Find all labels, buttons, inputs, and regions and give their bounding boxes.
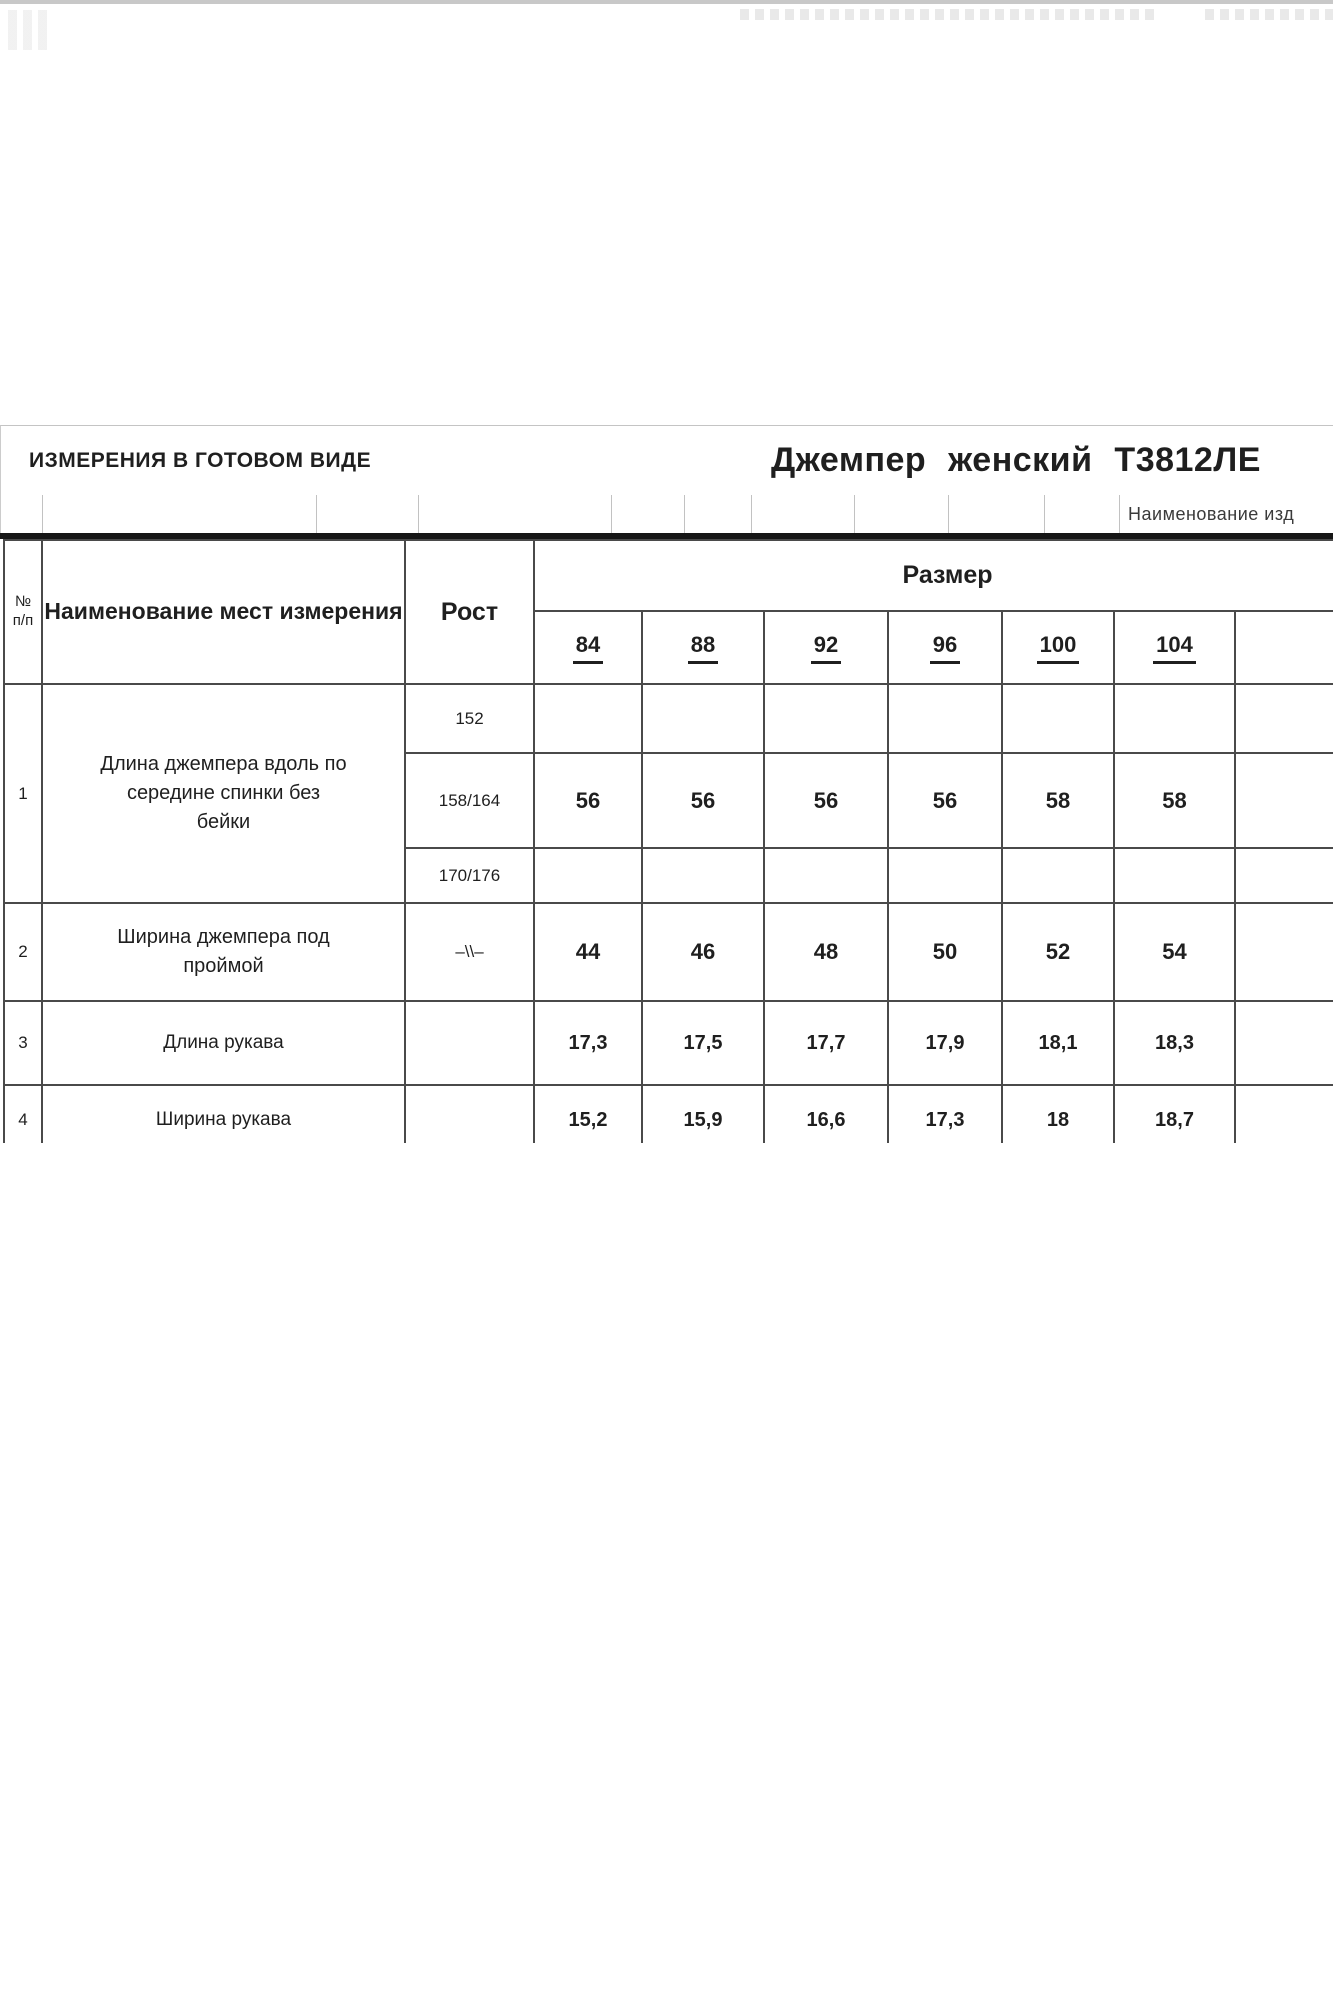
sub-header-strip	[0, 495, 1333, 533]
empty-cell	[764, 684, 888, 753]
num-header-line1: №	[14, 593, 32, 611]
product-title: Джемпер женский Т3812ЛЕ	[771, 441, 1261, 479]
value-cell: 48	[764, 903, 888, 1001]
value-cell: 46	[642, 903, 764, 1001]
scan-top-edge	[0, 0, 1333, 4]
measure-name: Длина джемпера вдоль по середине спинки без бейки	[42, 684, 405, 903]
ditto-mark: –\\–	[405, 903, 534, 1001]
scan-artifact	[8, 10, 50, 50]
empty-cell	[642, 848, 764, 903]
value-cell: 56	[534, 753, 642, 848]
empty-cell	[1114, 684, 1235, 753]
empty-cell	[1002, 848, 1114, 903]
value-cell: 18,3	[1114, 1001, 1235, 1085]
sheet-title: ИЗМЕРЕНИЯ В ГОТОВОМ ВИДЕ	[29, 448, 372, 472]
empty-cell	[405, 1085, 534, 1143]
size-header: 100	[1002, 611, 1114, 684]
empty-cell	[764, 848, 888, 903]
size-header: 104	[1114, 611, 1235, 684]
col-header-name: Наименование мест измерения	[42, 540, 405, 684]
value-cell: 56	[764, 753, 888, 848]
value-cell: 18,7	[1114, 1085, 1235, 1143]
value-cell: 58	[1114, 753, 1235, 848]
empty-cell	[1235, 1085, 1333, 1143]
empty-cell	[1235, 753, 1333, 848]
empty-cell	[534, 848, 642, 903]
value-cell: 58	[1002, 753, 1114, 848]
rost-variant: 170/176	[405, 848, 534, 903]
product-name-caption: Наименование изд	[1128, 503, 1295, 524]
size-header: 88	[642, 611, 764, 684]
measure-name: Ширина джемпера под проймой	[42, 903, 405, 1001]
scan-artifact	[1205, 9, 1333, 20]
value-cell: 44	[534, 903, 642, 1001]
empty-cell	[642, 684, 764, 753]
value-cell: 50	[888, 903, 1002, 1001]
value-cell: 56	[888, 753, 1002, 848]
empty-cell	[1002, 684, 1114, 753]
value-cell: 18,1	[1002, 1001, 1114, 1085]
table-row	[4, 1001, 1333, 1085]
measure-name: Длина рукава	[42, 1001, 405, 1085]
value-cell: 52	[1002, 903, 1114, 1001]
size-header: 96	[888, 611, 1002, 684]
title-band	[0, 425, 1333, 496]
size-header: 84	[534, 611, 642, 684]
empty-cell	[888, 848, 1002, 903]
empty-cell	[405, 1001, 534, 1085]
empty-cell	[534, 684, 642, 753]
empty-cell	[1235, 684, 1333, 753]
table-row	[4, 684, 1333, 753]
row-num: 1	[4, 684, 42, 903]
measure-name: Ширина рукава	[42, 1085, 405, 1143]
empty-cell	[1114, 848, 1235, 903]
value-cell: 54	[1114, 903, 1235, 1001]
value-cell: 15,2	[534, 1085, 642, 1143]
empty-cell	[1235, 903, 1333, 1001]
value-cell: 56	[642, 753, 764, 848]
empty-cell	[1235, 848, 1333, 903]
value-cell: 15,9	[642, 1085, 764, 1143]
value-cell: 17,3	[888, 1085, 1002, 1143]
measurement-table	[3, 539, 1333, 1143]
value-cell: 17,5	[642, 1001, 764, 1085]
value-cell: 17,9	[888, 1001, 1002, 1085]
size-header: 92	[764, 611, 888, 684]
empty-cell	[1235, 1001, 1333, 1085]
table-row	[4, 1085, 1333, 1143]
col-header-rost: Рост	[405, 540, 534, 684]
row-num: 2	[4, 903, 42, 1001]
col-header-num	[4, 540, 42, 684]
table-row	[4, 903, 1333, 1001]
col-header-size: Размер	[534, 540, 1333, 611]
num-header-line2: п/п	[12, 612, 34, 629]
scan-artifact	[740, 9, 1160, 20]
value-cell: 18	[1002, 1085, 1114, 1143]
empty-cell	[888, 684, 1002, 753]
value-cell: 17,7	[764, 1001, 888, 1085]
value-cell: 17,3	[534, 1001, 642, 1085]
row-num: 3	[4, 1001, 42, 1085]
rost-variant: 152	[405, 684, 534, 753]
rost-variant: 158/164	[405, 753, 534, 848]
row-num: 4	[4, 1085, 42, 1143]
empty-cell	[1235, 611, 1333, 684]
value-cell: 16,6	[764, 1085, 888, 1143]
